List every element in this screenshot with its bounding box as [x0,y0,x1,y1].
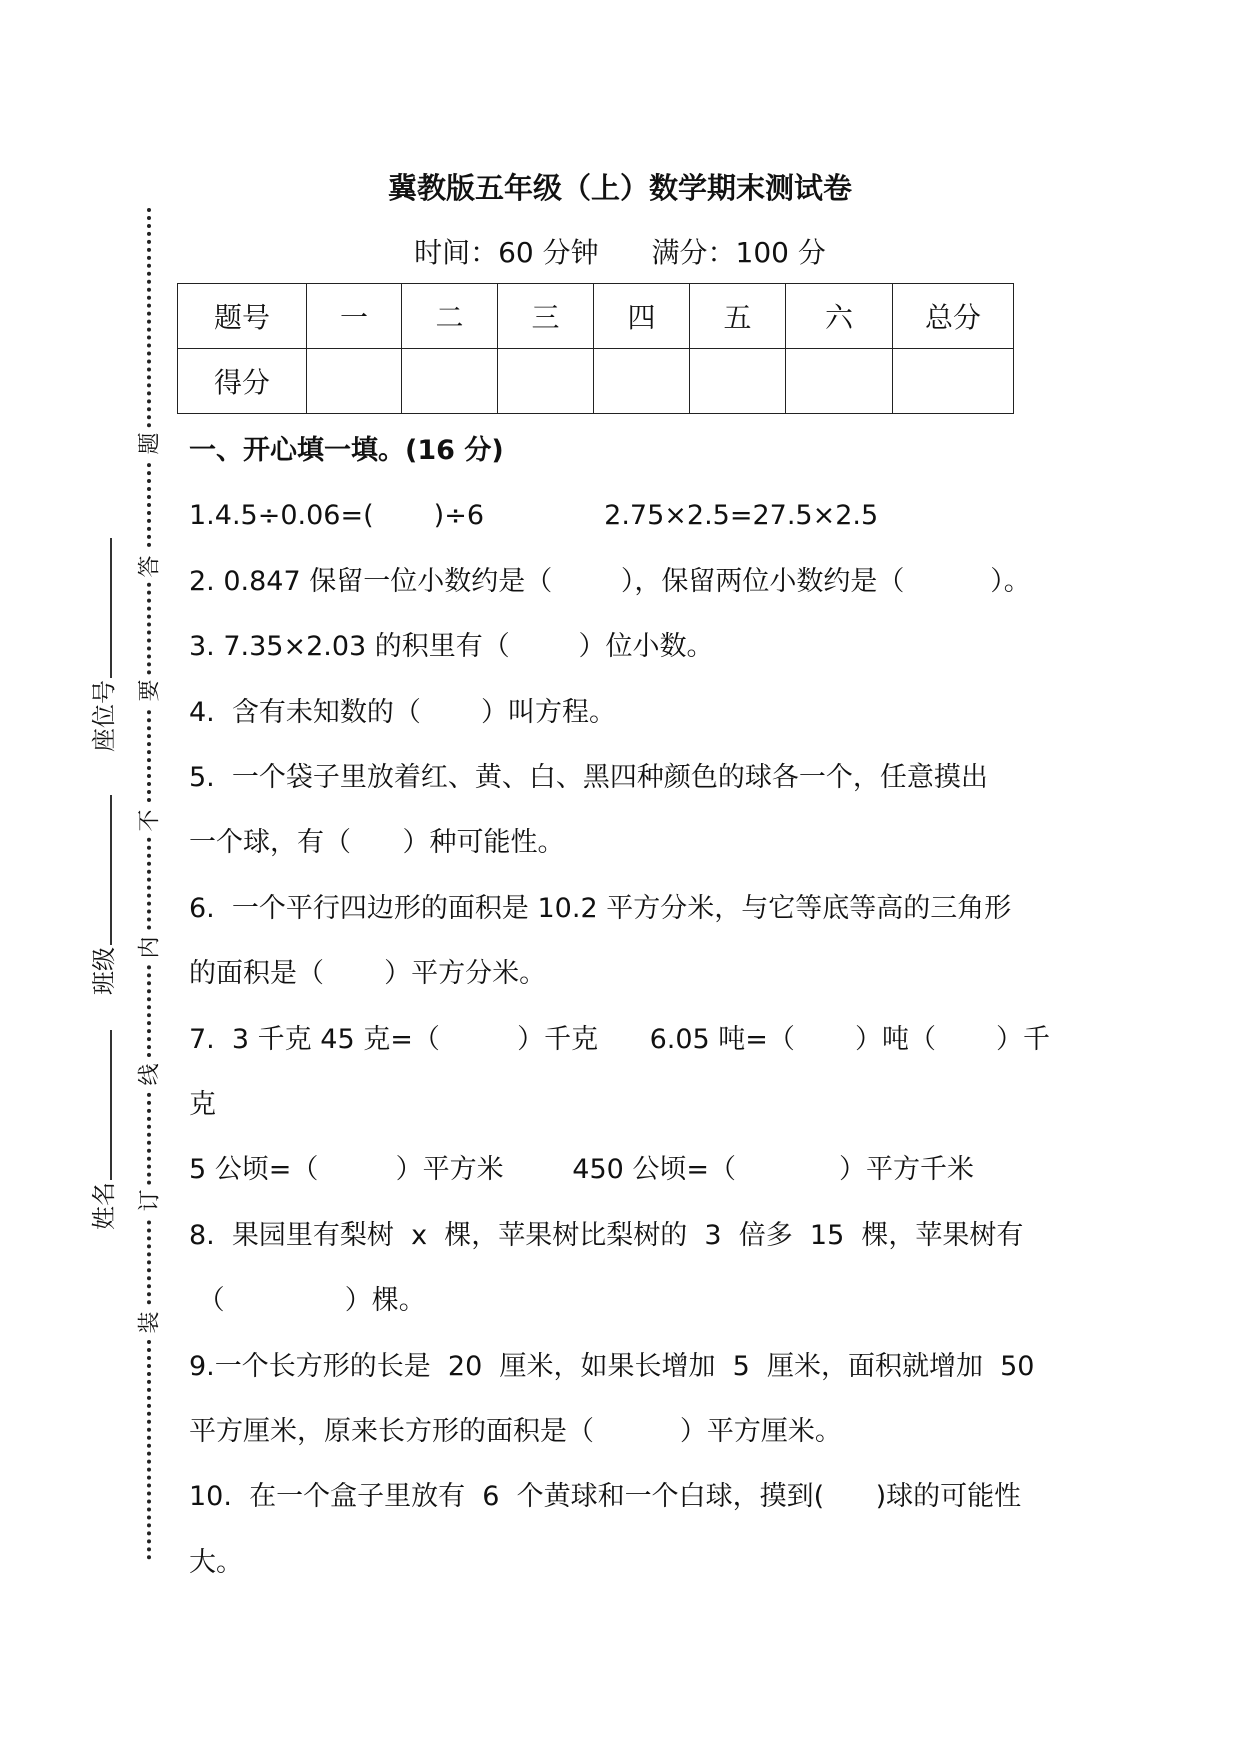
question-line: 5. 一个袋子里放着红、黄、白、黑四种颜色的球各一个，任意摸出 [189,762,988,793]
header-cell: 六 [786,284,893,349]
header-cell: 一 [307,284,402,349]
score-cell[interactable] [307,349,402,414]
question-line: 2. 0.847 保留一位小数约是（ ），保留两位小数约是（ ）。 [189,565,1031,597]
header-cell: 二 [402,284,498,349]
question-line: （ ）棵。 [189,1285,426,1317]
question-line: 4. 含有未知数的（ ）叫方程。 [189,696,617,728]
header-cell: 题号 [178,284,307,349]
seat-field[interactable] [84,538,119,752]
name-label: 姓名 [90,1182,118,1230]
question-line: 3. 7.35×2.03 的积里有（ ）位小数。 [189,631,714,663]
section-heading: 一、开心填一填。(16 分) [189,435,504,466]
question-line: 8. 果园里有梨树 x 棵，苹果树比梨树的 3 倍多 15 棵，苹果树有 [189,1219,1024,1251]
time-limit: 时间：60 分钟 [414,236,599,269]
score-cell[interactable] [402,349,498,414]
score-cell[interactable] [498,349,594,414]
binding-char: 订 [133,1185,164,1217]
score-cell[interactable] [893,349,1014,414]
binding-char: 题 [133,428,164,460]
score-table-header [178,284,1014,349]
question-line: 6. 一个平行四边形的面积是 10.2 平方分米，与它等底等高的三角形 [189,892,1012,924]
question-line: 1.4.5÷0.06=( )÷6 2.75×2.5=27.5×2.5 [189,500,879,532]
binding-char: 答 [133,551,164,583]
question-line: 大。 [189,1546,243,1578]
question-line: 10. 在一个盒子里放有 6 个黄球和一个白球，摸到( )球的可能性 [189,1481,1022,1513]
question-line: 7. 3 千克 45 克=（ ）千克 6.05 吨=（ ）吨（ ）千 [189,1023,1051,1055]
question-line: 平方厘米，原来长方形的面积是（ ）平方厘米。 [189,1416,842,1447]
exam-title: 冀教版五年级（上）数学期末测试卷 [387,171,852,205]
exam-info [0,231,1240,271]
question-line: 的面积是（ ）平方分米。 [189,958,547,990]
score-table [177,283,1014,414]
binding-char: 装 [133,1307,164,1339]
full-score: 满分：100 分 [651,236,826,269]
header-cell: 三 [498,284,594,349]
header-cell: 总分 [893,284,1014,349]
seat-label: 座位号 [90,680,118,752]
binding-char: 不 [133,805,164,837]
binding-dotted-line [147,208,151,1561]
question-line: 5 公顷=（ ）平方米 450 公顷=（ ）平方千米 [189,1154,975,1186]
header-cell: 四 [594,284,690,349]
score-cell[interactable] [594,349,690,414]
score-row [178,349,1014,414]
class-field[interactable] [84,795,119,995]
binding-char: 要 [133,675,164,707]
name-field[interactable] [84,1030,119,1230]
score-cell[interactable] [786,349,893,414]
score-cell[interactable] [690,349,786,414]
score-row-label: 得分 [178,349,307,414]
question-line: 克 [189,1089,216,1120]
class-label: 班级 [90,947,118,995]
header-cell: 五 [690,284,786,349]
binding-char: 线 [133,1059,164,1091]
binding-char: 内 [133,932,164,964]
question-line: 9.一个长方形的长是 20 厘米，如果长增加 5 厘米，面积就增加 50 [189,1350,1035,1382]
question-line: 一个球，有（ ）种可能性。 [189,827,565,859]
